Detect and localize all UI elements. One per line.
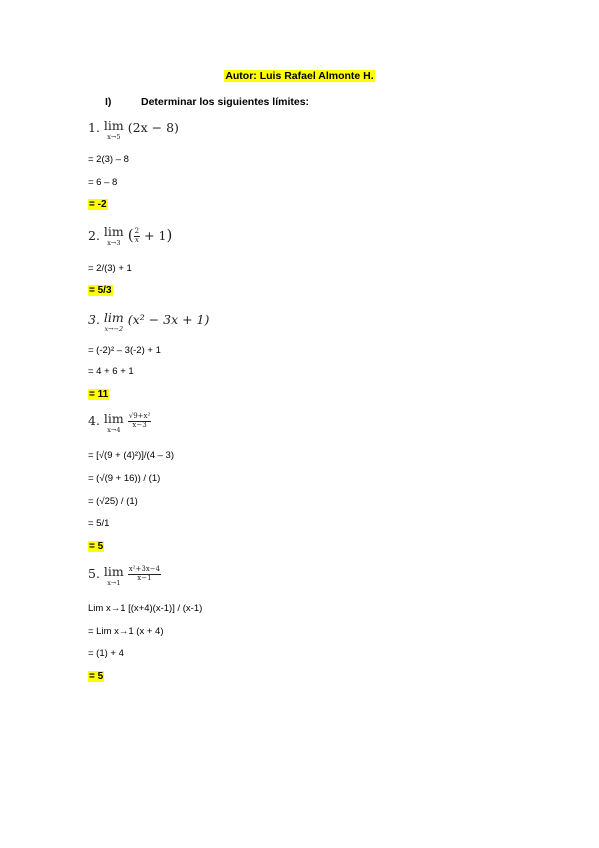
problem-2-index: 2. <box>88 228 100 243</box>
problem-4-step-2: = (√(9 + 16)) / (1) <box>88 473 161 484</box>
fraction-numerator: x²+3x−4 <box>128 565 161 574</box>
problem-1-function: (2x − 8) <box>127 120 179 135</box>
section-title: Determinar los siguientes límites: <box>141 96 310 108</box>
author-line <box>0 70 599 82</box>
limit-subscript: x→−2 <box>104 324 124 333</box>
problem-3-function: (x² − 3x + 1) <box>127 312 210 327</box>
problem-5-answer: = 5 <box>89 671 104 682</box>
problem-3-expression <box>88 312 209 332</box>
limit-operator: lim <box>103 118 124 133</box>
problem-4-step-1: = [√(9 + (4)²)]/(4 – 3) <box>88 450 174 461</box>
problem-4-limit <box>104 413 124 433</box>
problem-5-step-3: = (1) + 4 <box>88 648 124 659</box>
fraction-denominator: x−1 <box>137 574 152 582</box>
problem-4-step-4: = 5/1 <box>88 518 110 529</box>
problem-1-index: 1. <box>88 120 100 135</box>
problem-2-limit <box>104 226 124 246</box>
limit-operator: lim <box>103 310 124 325</box>
problem-4-step-3: = (√25) / (1) <box>88 496 138 507</box>
problem-1-step-1: = 2(3) – 8 <box>88 154 129 165</box>
fraction-numerator: √9+x² <box>128 412 151 421</box>
problem-5-expression <box>88 566 161 586</box>
problem-2-open-paren: ( <box>127 226 134 244</box>
problem-2-close-paren: ) <box>166 226 173 244</box>
problem-4-index: 4. <box>88 413 100 428</box>
problem-3-answer: = 11 <box>89 389 109 400</box>
problem-3-step-1: = (-2)² – 3(-2) + 1 <box>88 345 161 356</box>
problem-5-step-2: = Lim x→1 (x + 4) <box>88 626 164 637</box>
problem-5-step-1: Lim x→1 [(x+4)(x-1)] / (x-1) <box>88 603 203 614</box>
problem-1-limit <box>104 120 124 140</box>
fraction-denominator: x <box>134 236 139 244</box>
section-number: I) <box>105 96 112 108</box>
problem-2-fraction <box>134 228 140 244</box>
problem-5-fraction <box>128 566 161 582</box>
problem-4-fraction <box>128 413 152 429</box>
problem-2-answer: = 5/3 <box>89 285 112 296</box>
problem-3-index: 3. <box>88 312 100 327</box>
limit-operator: lim <box>103 411 124 426</box>
fraction-denominator: x−3 <box>132 421 147 429</box>
problem-1-expression <box>88 120 179 140</box>
problem-4-expression <box>88 413 151 433</box>
limit-operator: lim <box>103 564 124 579</box>
fraction-numerator: 2 <box>134 227 140 236</box>
limit-subscript: x→5 <box>107 132 121 141</box>
problem-2-expression <box>88 226 172 246</box>
limit-subscript: x→1 <box>107 578 121 587</box>
author-text: Autor: Luis Rafael Almonte H. <box>225 70 374 82</box>
problem-3-limit <box>104 312 124 332</box>
limit-subscript: x→3 <box>107 238 121 247</box>
problem-5-index: 5. <box>88 566 100 581</box>
limit-subscript: x→4 <box>107 425 121 434</box>
problem-5-limit <box>104 566 124 586</box>
problem-1-step-2: = 6 – 8 <box>88 177 118 188</box>
problem-4-answer: = 5 <box>89 541 104 552</box>
problem-1-answer: = -2 <box>89 199 107 210</box>
limit-operator: lim <box>103 224 124 239</box>
problem-2-tail: + 1 <box>144 228 167 243</box>
problem-3-step-2: = 4 + 6 + 1 <box>88 366 134 377</box>
problem-2-step-1: = 2/(3) + 1 <box>88 263 132 274</box>
